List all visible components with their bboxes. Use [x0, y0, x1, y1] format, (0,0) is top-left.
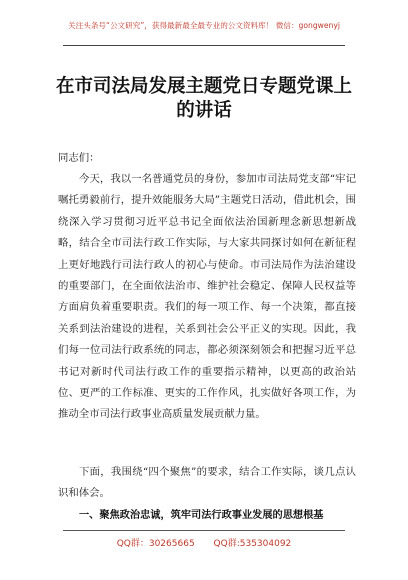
paragraph-2: 下面，我围绕“四个聚焦”的要求，结合工作实际，谈几点认识和体会。: [58, 466, 356, 500]
footer-qq-group-2: QQ群:535304092: [213, 539, 292, 549]
paragraph-1: 今天，我以一名普通党员的身份，参加市司法局党支部“牢记嘱托勇毅前行，提升效能服务大局”主题党日活动，借此机会，围绕深入学习贯彻习近平总书记全面依法治国新理念新思想新战略，结合全市司法行政工作实际，与大家共同探讨如何在新征程上更好地践行司法行政人的初心与使命。市司法局作为法治建设的重要部门，在全面依法治市、维护社会稳定、保障人民权益等方面肩负着重要职责。我们的每一项工作、每一个决策，都直接关系到法治建设的进程，关系到社会公平正义的实现。因此，我们每一位司法行政系统的同志，都必须深刻领会和把握习近平总书记对新时代司法行政工作的重要指示精神，以更高的政治站位、更严的工作标准、更实的工作作风，扎实做好各项工作，为推动全市司法行政事业高质量发展贡献力量。: [58, 173, 356, 421]
salutation: 同志们：: [58, 152, 100, 164]
header-divider: [63, 45, 345, 46]
document-title: 在市司法局发展主题党日专题党课上的讲话: [55, 76, 352, 121]
footer-qq-group-1: QQ群：30265665: [116, 539, 195, 549]
footer: [0, 536, 408, 549]
section-heading: 一、聚焦政治忠诚，筑牢司法行政事业发展的思想根基: [79, 510, 324, 521]
footer-divider: [63, 530, 345, 531]
header-notice: 关注头条号“公文研究”，获得最新最全最专业的公文资料库！ 微信：gongwenyj: [68, 21, 340, 30]
